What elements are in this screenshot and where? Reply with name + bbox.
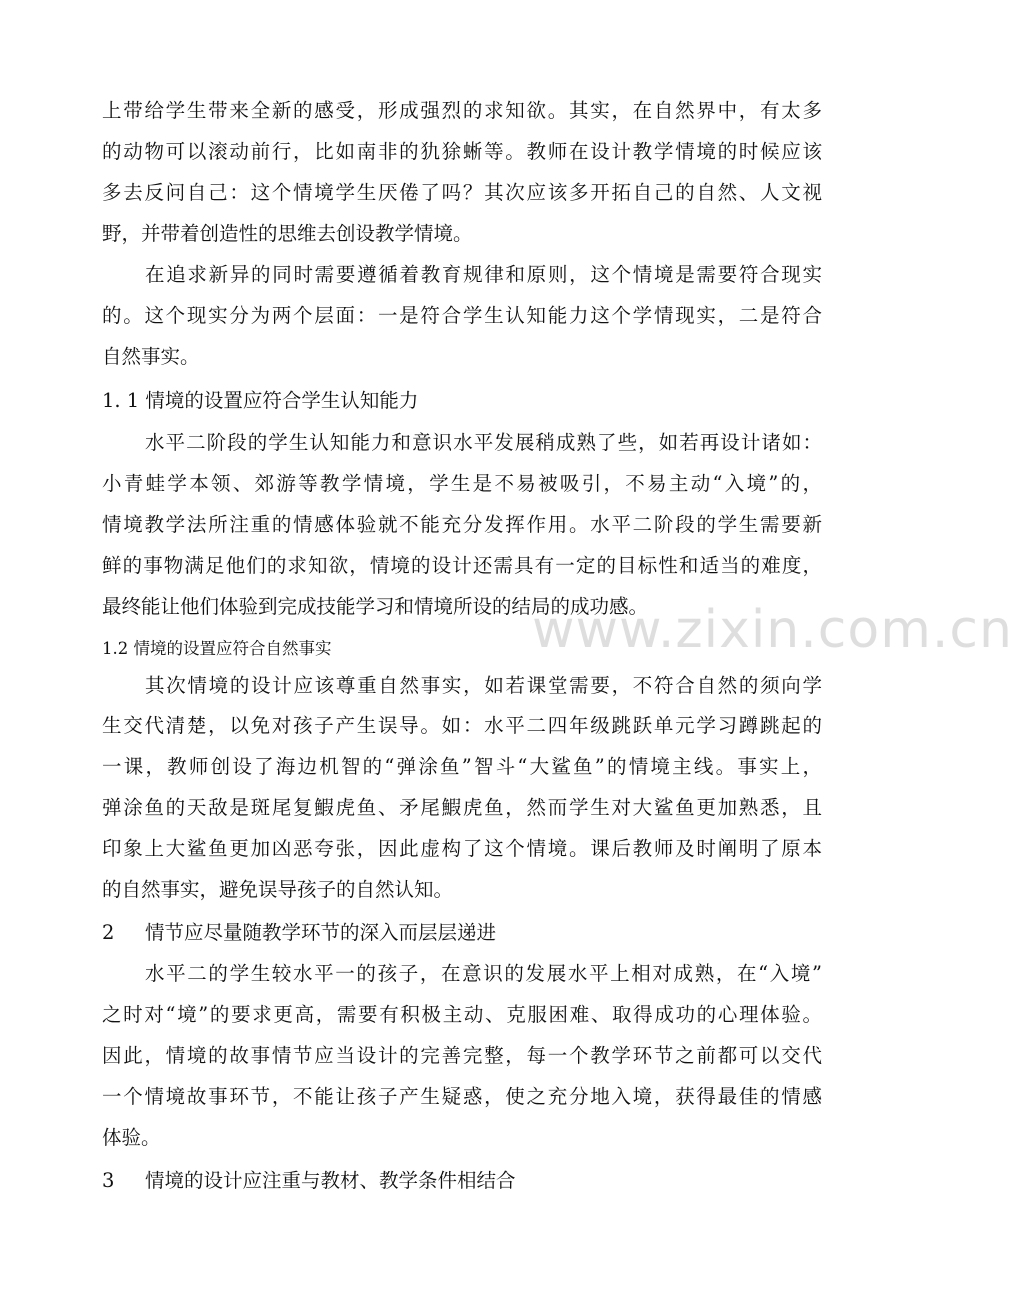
paragraph-line: 弹涂鱼的天敌是斑尾复鰕虎鱼、矛尾鰕虎鱼，然而学生对大鲨鱼更加熟悉，且 bbox=[102, 796, 822, 819]
paragraph-line: 其次情境的设计应该尊重自然事实，如若课堂需要，不符合自然的须向学 bbox=[145, 674, 822, 697]
paragraph-line: 小青蛙学本领、郊游等教学情境，学生是不易被吸引，不易主动“入境”的， bbox=[102, 472, 822, 495]
paragraph-line: 因此，情境的故事情节应当设计的完善完整，每一个教学环节之前都可以交代 bbox=[102, 1044, 822, 1067]
section-heading: 1. 1 情境的设置应符合学生认知能力 bbox=[102, 389, 419, 412]
section-number: 3 bbox=[102, 1169, 115, 1192]
section-heading bbox=[102, 921, 822, 945]
paragraph-line: 水平二的学生较水平一的孩子，在意识的发展水平上相对成熟，在“入境” bbox=[145, 962, 822, 985]
watermark: www.zixin.com.cn bbox=[532, 600, 1013, 660]
paragraph-line: 上带给学生带来全新的感受，形成强烈的求知欲。其实，在自然界中，有太多 bbox=[102, 99, 822, 122]
paragraph-line: 的动物可以滚动前行，比如南非的犰狳蜥等。教师在设计教学情境的时候应该 bbox=[102, 140, 822, 163]
paragraph-line: 一课，教师创设了海边机智的“弹涂鱼”智斗“大鲨鱼”的情境主线。事实上， bbox=[102, 755, 822, 778]
paragraph-line: 之时对“境”的要求更高，需要有积极主动、克服困难、取得成功的心理体验。 bbox=[102, 1003, 822, 1026]
paragraph-line: 体验。 bbox=[102, 1126, 161, 1149]
section-number: 2 bbox=[102, 921, 115, 944]
paragraph-line: 情境教学法所注重的情感体验就不能充分发挥作用。水平二阶段的学生需要新 bbox=[102, 513, 822, 536]
section-title: 情境的设计应注重与教材、教学条件相结合 bbox=[145, 1169, 516, 1192]
section-heading: 1.2 情境的设置应符合自然事实 bbox=[102, 639, 332, 658]
section-heading bbox=[102, 1169, 822, 1193]
paragraph-line: 自然事实。 bbox=[102, 345, 200, 368]
paragraph-line: 生交代清楚，以免对孩子产生误导。如：水平二四年级跳跃单元学习蹲跳起的 bbox=[102, 714, 822, 737]
paragraph-line: 一个情境故事环节，不能让孩子产生疑惑，使之充分地入境，获得最佳的情感 bbox=[102, 1085, 822, 1108]
paragraph-line: 在追求新异的同时需要遵循着教育规律和原则，这个情境是需要符合现实 bbox=[145, 263, 822, 286]
paragraph-line: 印象上大鲨鱼更加凶恶夸张，因此虚构了这个情境。课后教师及时阐明了原本 bbox=[102, 837, 822, 860]
paragraph-line: 的自然事实，避免误导孩子的自然认知。 bbox=[102, 878, 454, 901]
paragraph-line: 的。这个现实分为两个层面：一是符合学生认知能力这个学情现实，二是符合 bbox=[102, 304, 822, 327]
paragraph-line: 最终能让他们体验到完成技能学习和情境所设的结局的成功感。 bbox=[102, 595, 649, 618]
paragraph-line: 水平二阶段的学生认知能力和意识水平发展稍成熟了些，如若再设计诸如： bbox=[145, 431, 822, 454]
paragraph-line: 鲜的事物满足他们的求知欲，情境的设计还需具有一定的目标性和适当的难度， bbox=[102, 554, 822, 577]
section-title: 情节应尽量随教学环节的深入而层层递进 bbox=[145, 921, 497, 944]
paragraph-line: 野，并带着创造性的思维去创设教学情境。 bbox=[102, 222, 473, 245]
paragraph-line: 多去反问自己：这个情境学生厌倦了吗？其次应该多开拓自己的自然、人文视 bbox=[102, 181, 822, 204]
